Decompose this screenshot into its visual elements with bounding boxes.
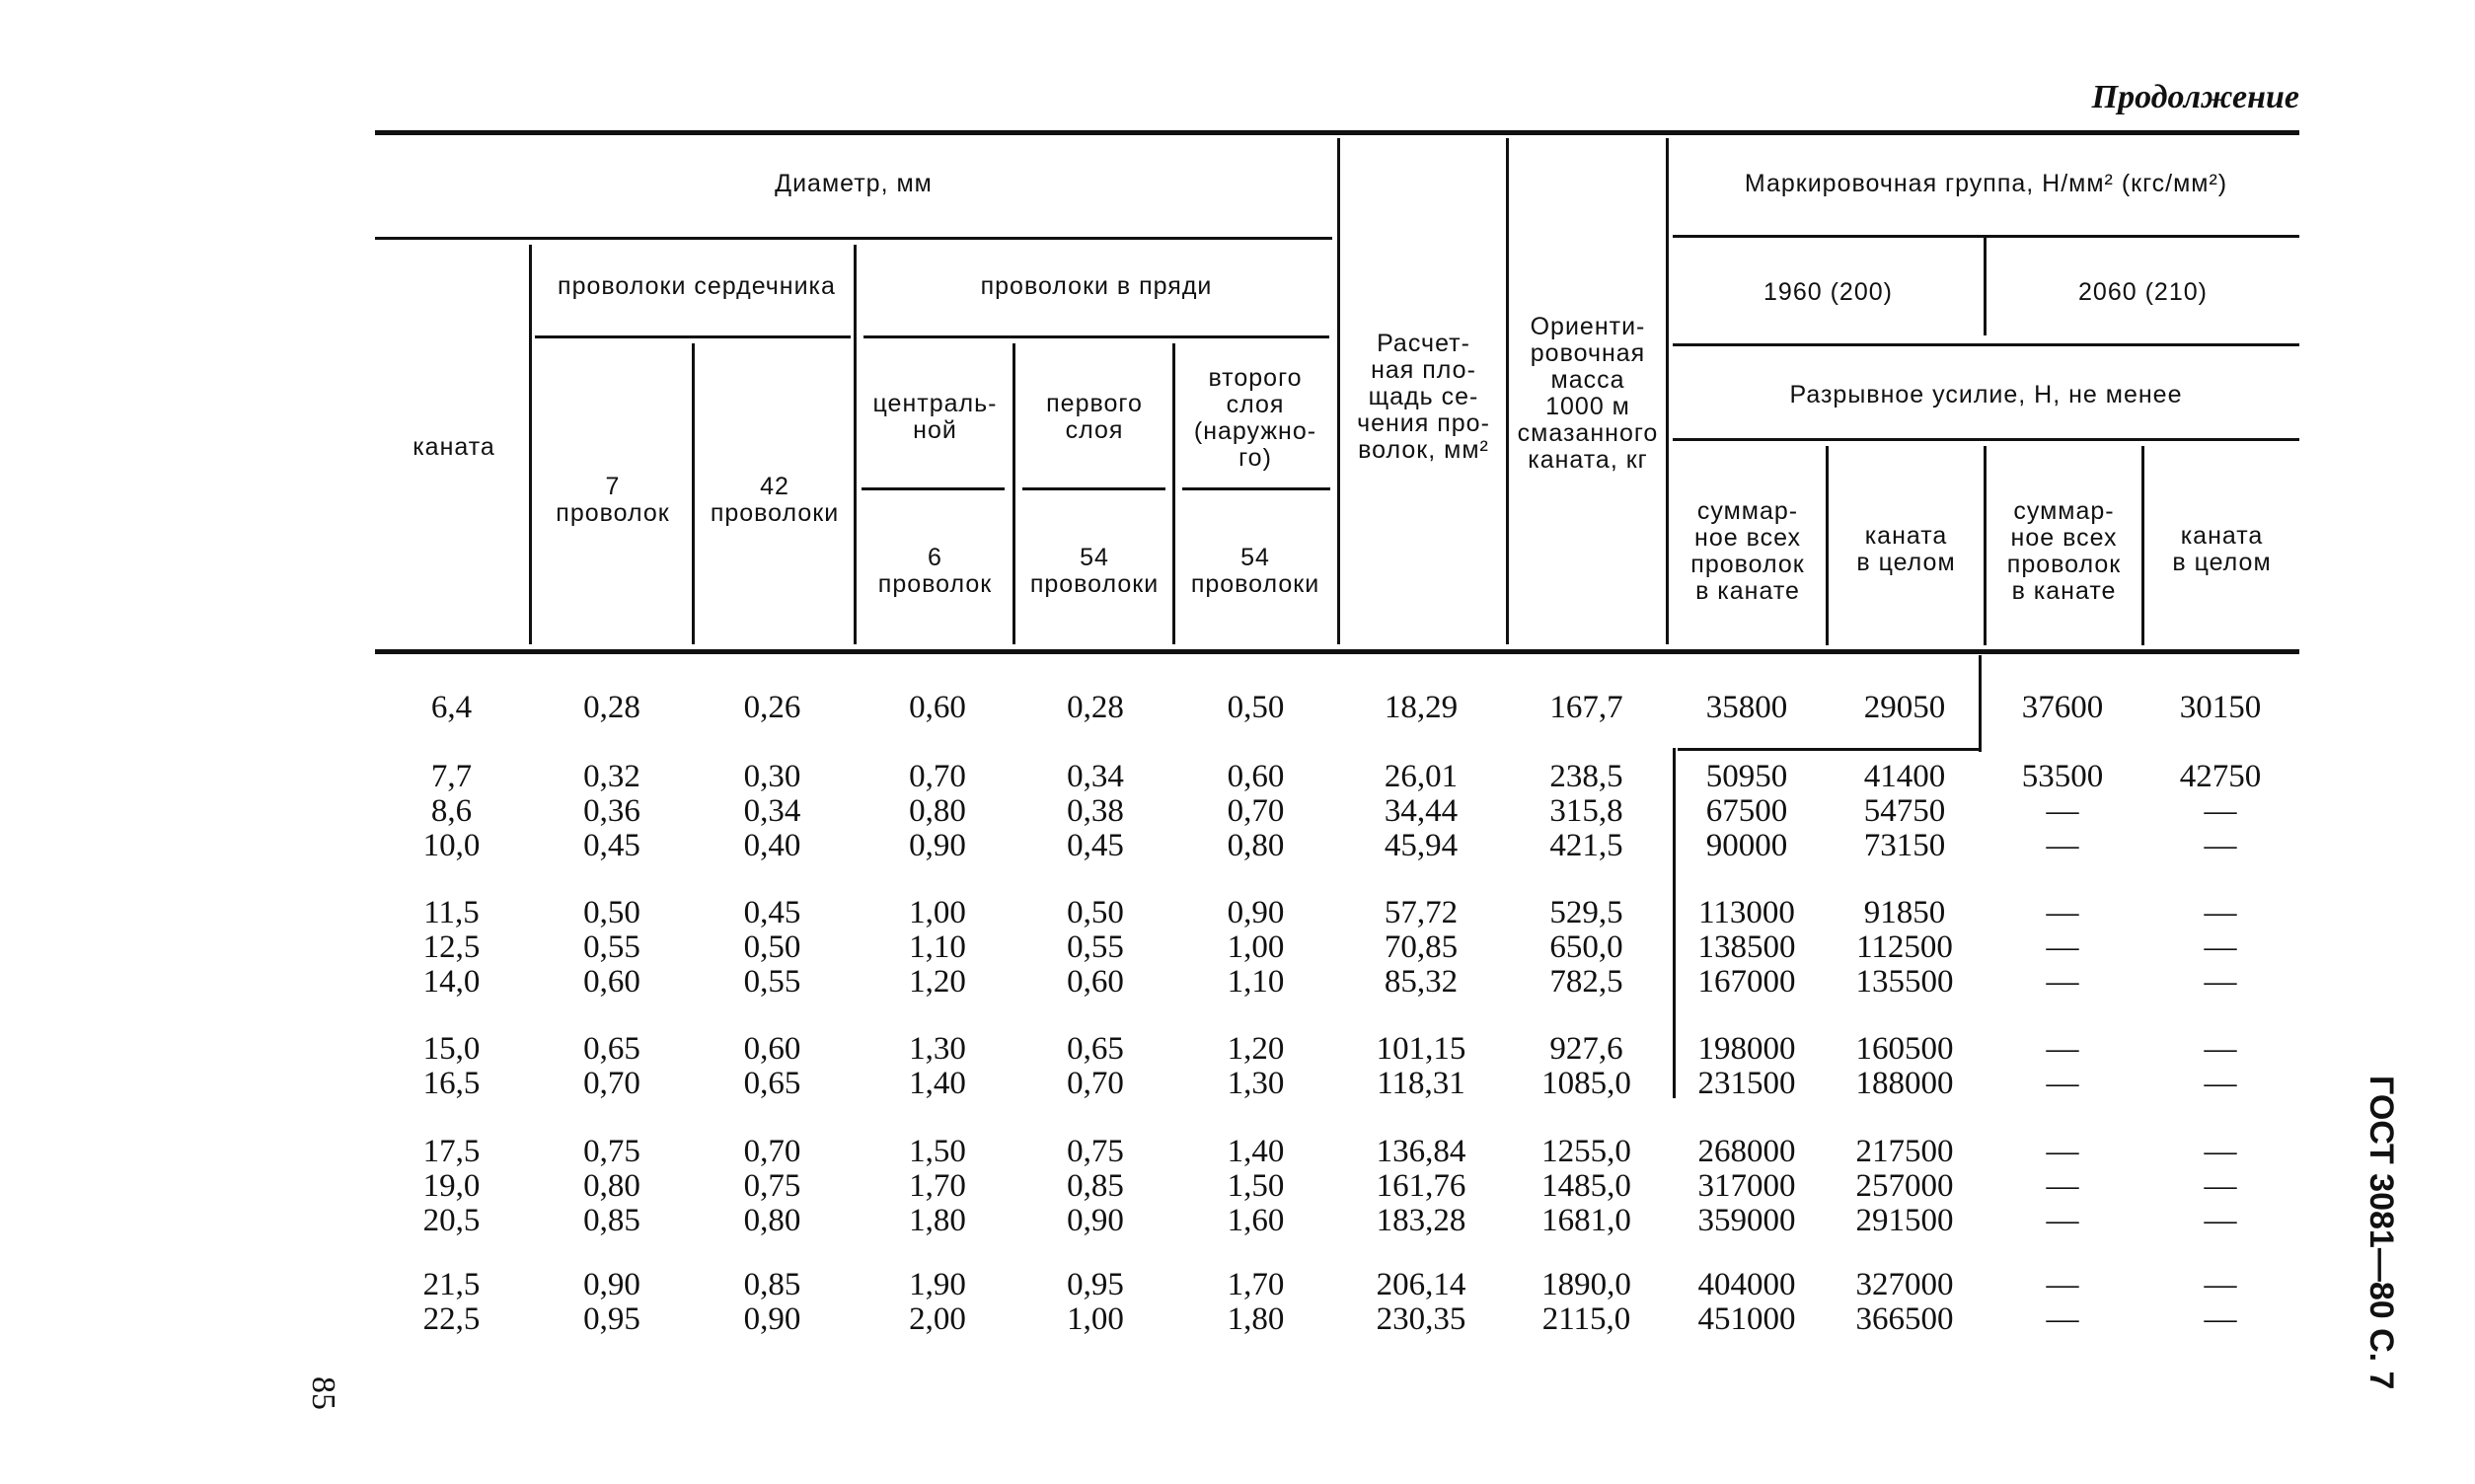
table-cell-mass: 167,7: [1549, 690, 1623, 725]
table-cell-area: 161,76: [1376, 1168, 1466, 1204]
table-cell-area: 136,84: [1376, 1134, 1466, 1169]
header-group-2060: 2060 (210): [2078, 278, 2208, 306]
table-cell-mass: 1890,0: [1541, 1267, 1631, 1302]
table-cell-second-layer-diameter: 0,60: [1227, 759, 1285, 794]
table-cell-mass: 1085,0: [1541, 1066, 1631, 1101]
table-cell-force-rope-1960: 257000: [1855, 1168, 1954, 1204]
table-cell-second-layer-diameter: 0,50: [1227, 690, 1285, 725]
table-cell-central-diameter: 1,90: [909, 1267, 966, 1302]
header-sum-all-2060: суммар- ное всех проволок в канате: [2006, 497, 2122, 605]
header-sum-all-1960: суммар- ное всех проволок в канате: [1690, 497, 1805, 605]
table-cell-core-7-diameter: 0,70: [583, 1066, 640, 1101]
table-cell-force-sum-1960: 268000: [1697, 1134, 1796, 1169]
table-cell-force-sum-1960: 90000: [1705, 828, 1788, 863]
table-cell-central-diameter: 0,80: [909, 793, 966, 829]
table-cell-force-sum-2060: 53500: [2021, 759, 2104, 794]
header-strand-wires: проволоки в пряди: [980, 272, 1213, 300]
table-cell-rope-diameter: 10,0: [422, 828, 481, 863]
table-cell-first-layer-diameter: 1,00: [1067, 1301, 1124, 1337]
table-cell-core-7-diameter: 0,36: [583, 793, 640, 829]
table-cell-first-layer-diameter: 0,75: [1067, 1134, 1124, 1169]
table-cell-area: 85,32: [1384, 964, 1459, 1000]
table-cell-force-rope-2060: 42750: [2179, 759, 2262, 794]
table-cell-first-layer-diameter: 0,85: [1067, 1168, 1124, 1204]
table-cell-core-7-diameter: 0,45: [583, 828, 640, 863]
table-cell-force-rope-1960: 135500: [1855, 964, 1954, 1000]
table-cell-central-diameter: 0,60: [909, 690, 966, 725]
table-cell-core-42-diameter: 0,70: [743, 1134, 801, 1169]
continuation-label: Продолжение: [2091, 79, 2299, 115]
header-rope-whole-1960: каната в целом: [1856, 522, 1956, 576]
table-cell-first-layer-diameter: 0,70: [1067, 1066, 1124, 1101]
table-cell-force-sum-2060: —: [2046, 895, 2079, 930]
table-cell-force-rope-2060: —: [2204, 1031, 2237, 1067]
table-cell-force-rope-1960: 91850: [1863, 895, 1946, 930]
table-cell-force-rope-2060: —: [2204, 895, 2237, 930]
table-cell-rope-diameter: 21,5: [422, 1267, 481, 1302]
table-cell-first-layer-diameter: 0,38: [1067, 793, 1124, 829]
table-cell-force-rope-2060: —: [2204, 793, 2237, 829]
table-cell-second-layer-diameter: 1,80: [1227, 1301, 1285, 1337]
table-cell-core-42-diameter: 0,34: [743, 793, 801, 829]
table-cell-force-rope-2060: —: [2204, 1267, 2237, 1302]
table-cell-force-rope-1960: 188000: [1855, 1066, 1954, 1101]
table-cell-core-42-diameter: 0,85: [743, 1267, 801, 1302]
table-cell-force-rope-2060: —: [2204, 929, 2237, 965]
table-cell-core-42-diameter: 0,45: [743, 895, 801, 930]
header-core-42: 42 проволоки: [710, 473, 840, 527]
table-cell-force-rope-2060: —: [2204, 1168, 2237, 1204]
header-area: Расчет- ная пло- щадь се- чения про- волок, мм²: [1357, 330, 1490, 464]
table-cell-force-sum-2060: —: [2046, 793, 2079, 829]
table-cell-mass: 2115,0: [1541, 1301, 1631, 1337]
table-cell-first-layer-diameter: 0,34: [1067, 759, 1124, 794]
table-cell-core-7-diameter: 0,65: [583, 1031, 640, 1067]
table-cell-force-sum-1960: 231500: [1697, 1066, 1796, 1101]
page-number: 85: [305, 1376, 341, 1410]
table-cell-rope-diameter: 22,5: [422, 1301, 481, 1337]
table-cell-core-42-diameter: 0,30: [743, 759, 801, 794]
header-group-1960: 1960 (200): [1763, 278, 1893, 306]
header-core-7: 7 проволок: [556, 473, 670, 527]
table-cell-core-7-diameter: 0,28: [583, 690, 640, 725]
table-cell-rope-diameter: 14,0: [422, 964, 481, 1000]
header-first-layer: первого слоя: [1046, 390, 1143, 444]
header-diameter: Диаметр, мм: [775, 170, 933, 197]
table-cell-force-rope-2060: —: [2204, 1301, 2237, 1337]
table-cell-core-7-diameter: 0,32: [583, 759, 640, 794]
table-cell-core-42-diameter: 0,50: [743, 929, 801, 965]
table-cell-second-layer-diameter: 1,10: [1227, 964, 1285, 1000]
table-cell-force-sum-2060: —: [2046, 964, 2079, 1000]
table-cell-core-7-diameter: 0,80: [583, 1168, 640, 1204]
table-cell-core-42-diameter: 0,60: [743, 1031, 801, 1067]
table-cell-central-diameter: 1,70: [909, 1168, 966, 1204]
header-central: централь- ной: [872, 390, 998, 444]
table-cell-second-layer-diameter: 1,20: [1227, 1031, 1285, 1067]
table-cell-first-layer-diameter: 0,28: [1067, 690, 1124, 725]
table-cell-second-layer-diameter: 1,00: [1227, 929, 1285, 965]
table-cell-core-42-diameter: 0,55: [743, 964, 801, 1000]
table-cell-first-layer-diameter: 0,45: [1067, 828, 1124, 863]
table-cell-force-sum-1960: 317000: [1697, 1168, 1796, 1204]
table-cell-mass: 1681,0: [1541, 1203, 1631, 1238]
table-cell-central-diameter: 1,40: [909, 1066, 966, 1101]
table-cell-core-42-diameter: 0,65: [743, 1066, 801, 1101]
table-cell-force-sum-2060: —: [2046, 1203, 2079, 1238]
table-cell-central-diameter: 0,90: [909, 828, 966, 863]
table-cell-force-sum-2060: —: [2046, 929, 2079, 965]
table-cell-central-diameter: 2,00: [909, 1301, 966, 1337]
table-cell-second-layer-diameter: 1,40: [1227, 1134, 1285, 1169]
table-cell-rope-diameter: 8,6: [430, 793, 473, 829]
table-cell-second-layer-diameter: 1,70: [1227, 1267, 1285, 1302]
table-cell-mass: 315,8: [1549, 793, 1623, 829]
table-cell-area: 70,85: [1384, 929, 1459, 965]
table-cell-core-7-diameter: 0,60: [583, 964, 640, 1000]
table-cell-force-sum-2060: —: [2046, 1031, 2079, 1067]
table-cell-force-rope-1960: 41400: [1863, 759, 1946, 794]
table-cell-rope-diameter: 11,5: [423, 895, 480, 930]
table-cell-first-layer-diameter: 0,65: [1067, 1031, 1124, 1067]
table-cell-area: 45,94: [1384, 828, 1459, 863]
table-cell-force-sum-2060: —: [2046, 828, 2079, 863]
table-cell-area: 183,28: [1376, 1203, 1466, 1238]
table-cell-force-sum-1960: 198000: [1697, 1031, 1796, 1067]
table-cell-central-diameter: 1,20: [909, 964, 966, 1000]
table-cell-core-7-diameter: 0,75: [583, 1134, 640, 1169]
table-cell-mass: 927,6: [1549, 1031, 1623, 1067]
header-breaking-force: Разрывное усилие, Н, не менее: [1789, 381, 2183, 408]
table-cell-force-sum-1960: 113000: [1698, 895, 1795, 930]
table-cell-central-diameter: 1,30: [909, 1031, 966, 1067]
table-cell-first-layer-diameter: 0,60: [1067, 964, 1124, 1000]
table-cell-rope-diameter: 6,4: [430, 690, 473, 725]
table-cell-area: 57,72: [1384, 895, 1459, 930]
table-cell-force-sum-1960: 359000: [1697, 1203, 1796, 1238]
table-cell-area: 26,01: [1384, 759, 1459, 794]
table-cell-core-42-diameter: 0,90: [743, 1301, 801, 1337]
table-cell-force-sum-2060: —: [2046, 1066, 2079, 1101]
side-label: ГОСТ 3081—80 С. 7: [2362, 1076, 2400, 1390]
table-cell-mass: 782,5: [1549, 964, 1623, 1000]
table-cell-force-rope-2060: —: [2204, 964, 2237, 1000]
table-cell-force-rope-1960: 217500: [1855, 1134, 1954, 1169]
table-cell-force-sum-1960: 67500: [1705, 793, 1788, 829]
table-cell-second-layer-diameter: 0,80: [1227, 828, 1285, 863]
table-cell-area: 118,31: [1377, 1066, 1465, 1101]
table-cell-core-42-diameter: 0,75: [743, 1168, 801, 1204]
table-cell-force-rope-2060: 30150: [2179, 690, 2262, 725]
table-cell-force-rope-1960: 160500: [1855, 1031, 1954, 1067]
table-cell-central-diameter: 1,00: [909, 895, 966, 930]
header-rope: каната: [412, 433, 495, 461]
table-cell-rope-diameter: 20,5: [422, 1203, 481, 1238]
header-second-layer: второго слоя (наружно- го): [1193, 364, 1317, 472]
table-cell-second-layer-diameter: 1,60: [1227, 1203, 1285, 1238]
table-cell-second-layer-diameter: 1,30: [1227, 1066, 1285, 1101]
header-central-count: 6 проволок: [877, 544, 993, 598]
table-cell-force-rope-1960: 366500: [1855, 1301, 1954, 1337]
table-cell-core-42-diameter: 0,40: [743, 828, 801, 863]
table-cell-force-sum-1960: 167000: [1697, 964, 1796, 1000]
table-cell-central-diameter: 1,10: [909, 929, 966, 965]
table-cell-force-sum-1960: 404000: [1697, 1267, 1796, 1302]
table-cell-core-7-diameter: 0,85: [583, 1203, 640, 1238]
table-cell-mass: 529,5: [1549, 895, 1623, 930]
table-cell-mass: 1255,0: [1541, 1134, 1631, 1169]
table-cell-force-rope-2060: —: [2204, 1134, 2237, 1169]
table-cell-core-7-diameter: 0,90: [583, 1267, 640, 1302]
table-cell-force-rope-1960: 73150: [1863, 828, 1946, 863]
table-cell-rope-diameter: 17,5: [422, 1134, 481, 1169]
table-cell-area: 34,44: [1384, 793, 1459, 829]
table-cell-central-diameter: 1,50: [909, 1134, 966, 1169]
table-cell-force-rope-2060: —: [2204, 1066, 2237, 1101]
table-cell-central-diameter: 1,80: [909, 1203, 966, 1238]
table-cell-force-sum-1960: 451000: [1697, 1301, 1796, 1337]
table-cell-first-layer-diameter: 0,95: [1067, 1267, 1124, 1302]
table-cell-core-7-diameter: 0,55: [583, 929, 640, 965]
table-cell-rope-diameter: 7,7: [430, 759, 473, 794]
table-cell-central-diameter: 0,70: [909, 759, 966, 794]
table-cell-first-layer-diameter: 0,50: [1067, 895, 1124, 930]
table-cell-force-rope-1960: 112500: [1856, 929, 1953, 965]
table-cell-rope-diameter: 12,5: [422, 929, 481, 965]
table-cell-force-rope-1960: 327000: [1855, 1267, 1954, 1302]
table-cell-force-sum-2060: —: [2046, 1267, 2079, 1302]
table-cell-area: 18,29: [1384, 690, 1459, 725]
header-second-count: 54 проволоки: [1190, 544, 1320, 598]
header-core-wires: проволоки сердечника: [558, 272, 836, 300]
table-cell-rope-diameter: 16,5: [422, 1066, 481, 1101]
table-cell-core-7-diameter: 0,50: [583, 895, 640, 930]
table-cell-mass: 1485,0: [1541, 1168, 1631, 1204]
table-cell-area: 230,35: [1376, 1301, 1466, 1337]
table-cell-rope-diameter: 15,0: [422, 1031, 481, 1067]
table-cell-mass: 421,5: [1549, 828, 1623, 863]
header-rope-whole-2060: каната в целом: [2172, 522, 2272, 576]
table-cell-first-layer-diameter: 0,55: [1067, 929, 1124, 965]
table-cell-force-sum-2060: 37600: [2021, 690, 2104, 725]
table-cell-first-layer-diameter: 0,90: [1067, 1203, 1124, 1238]
table-cell-core-42-diameter: 0,80: [743, 1203, 801, 1238]
table-cell-force-rope-1960: 54750: [1863, 793, 1946, 829]
table-cell-rope-diameter: 19,0: [422, 1168, 481, 1204]
table-cell-force-sum-2060: —: [2046, 1168, 2079, 1204]
header-mass: Ориенти- ровочная масса 1000 м смазанного каната, кг: [1517, 313, 1659, 474]
table-cell-force-rope-2060: —: [2204, 1203, 2237, 1238]
table-cell-force-rope-1960: 29050: [1863, 690, 1946, 725]
table-cell-force-sum-1960: 138500: [1697, 929, 1796, 965]
table-cell-core-7-diameter: 0,95: [583, 1301, 640, 1337]
table-cell-force-rope-2060: —: [2204, 828, 2237, 863]
table-cell-second-layer-diameter: 0,90: [1227, 895, 1285, 930]
table-cell-force-sum-1960: 50950: [1705, 759, 1788, 794]
table-cell-area: 101,15: [1376, 1031, 1466, 1067]
table-cell-force-sum-1960: 35800: [1705, 690, 1788, 725]
table-cell-mass: 238,5: [1549, 759, 1623, 794]
table-cell-second-layer-diameter: 1,50: [1227, 1168, 1285, 1204]
table-cell-core-42-diameter: 0,26: [743, 690, 801, 725]
table-cell-force-sum-2060: —: [2046, 1134, 2079, 1169]
table-cell-mass: 650,0: [1549, 929, 1623, 965]
table-cell-second-layer-diameter: 0,70: [1227, 793, 1285, 829]
table-cell-force-rope-1960: 291500: [1855, 1203, 1954, 1238]
table-cell-force-sum-2060: —: [2046, 1301, 2079, 1337]
header-first-count: 54 проволоки: [1029, 544, 1160, 598]
table-cell-area: 206,14: [1376, 1267, 1466, 1302]
header-marking-group: Маркировочная группа, Н/мм² (кгс/мм²): [1744, 170, 2228, 197]
